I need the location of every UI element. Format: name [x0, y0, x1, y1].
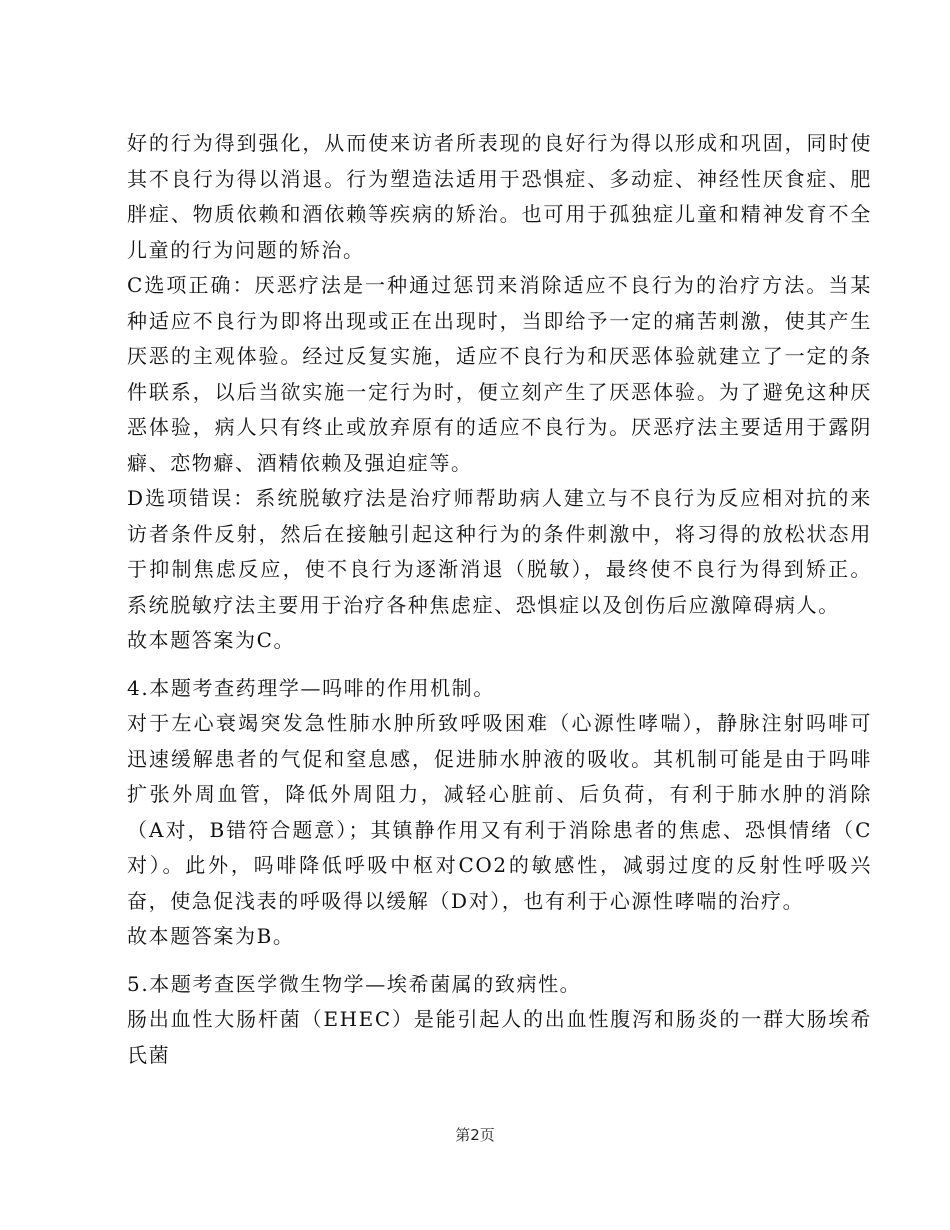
paragraph-morphine-mechanism: 对于左心衰竭突发急性肺水肿所致呼吸困难（心源性哮喘），静脉注射吗啡可迅速缓解患者的气促和窒息感，促进肺水肿液的吸收。其机制可能是由于吗啡扩张外周血管，降低外周阻力，减轻心脏前、后负荷，有利于肺水肿的消除（A对，B错符合题意）；其镇静作用又有利于消除患者的焦虑、恐惧情绪（C对）。此外，吗啡降低呼吸中枢对CO2的敏感性，减弱过度的反射性呼吸兴奋，使急促浅表的呼吸得以缓解（D对），也有利于心源性哮喘的治疗。 [127, 711, 872, 913]
question-heading-4: 4.本题考查药理学—吗啡的作用机制。 [127, 675, 495, 700]
paragraph-behavior-shaping: 好的行为得到强化，从而使来访者所表现的良好行为得以形成和巩固，同时使其不良行为得以消退。行为塑造法适用于恐惧症、多动症、神经性厌食症、肥胖症、物质依赖和酒依赖等疾病的矫治。也可用于孤独症儿童和精神发育不全儿童的行为问题的矫治。 [127, 131, 872, 262]
answer-line-q3: 故本题答案为C。 [127, 628, 296, 652]
question-heading-5: 5.本题考查医学微生物学—埃希菌属的致病性。 [127, 971, 582, 996]
document-body [127, 126, 872, 1073]
paragraph-option-d: D选项错误：系统脱敏疗法是治疗师帮助病人建立与不良行为反应相对抗的来访者条件反射，然后在接触引起这种行为的条件刺激中，将习得的放松状态用于抑制焦虑反应，使不良行为逐渐消退（脱敏），最终使不良行为得到矫正。系统脱敏疗法主要用于治疗各种焦虑症、恐惧症以及创伤后应激障碍病人。 [127, 486, 872, 617]
paragraph-ehec: 肠出血性大肠杆菌（EHEC）是能引起人的出血性腹泻和肠炎的一群大肠埃希氏菌 [127, 1007, 872, 1067]
answer-line-q4: 故本题答案为B。 [127, 924, 295, 948]
page-number: 第2页 [455, 1126, 495, 1144]
paragraph-option-c: C选项正确：厌恶疗法是一种通过惩罚来消除适应不良行为的治疗方法。当某种适应不良行为即将出现或正在出现时，当即给予一定的痛苦刺激，使其产生厌恶的主观体验。经过反复实施，适应不良行为和厌恶体验就建立了一定的条件联系，以后当欲实施一定行为时，便立刻产生了厌恶体验。为了避免这种厌恶体验，病人只有终止或放弃原有的适应不良行为。厌恶疗法主要适用于露阴癖、恋物癖、酒精依赖及强迫症等。 [127, 273, 872, 475]
